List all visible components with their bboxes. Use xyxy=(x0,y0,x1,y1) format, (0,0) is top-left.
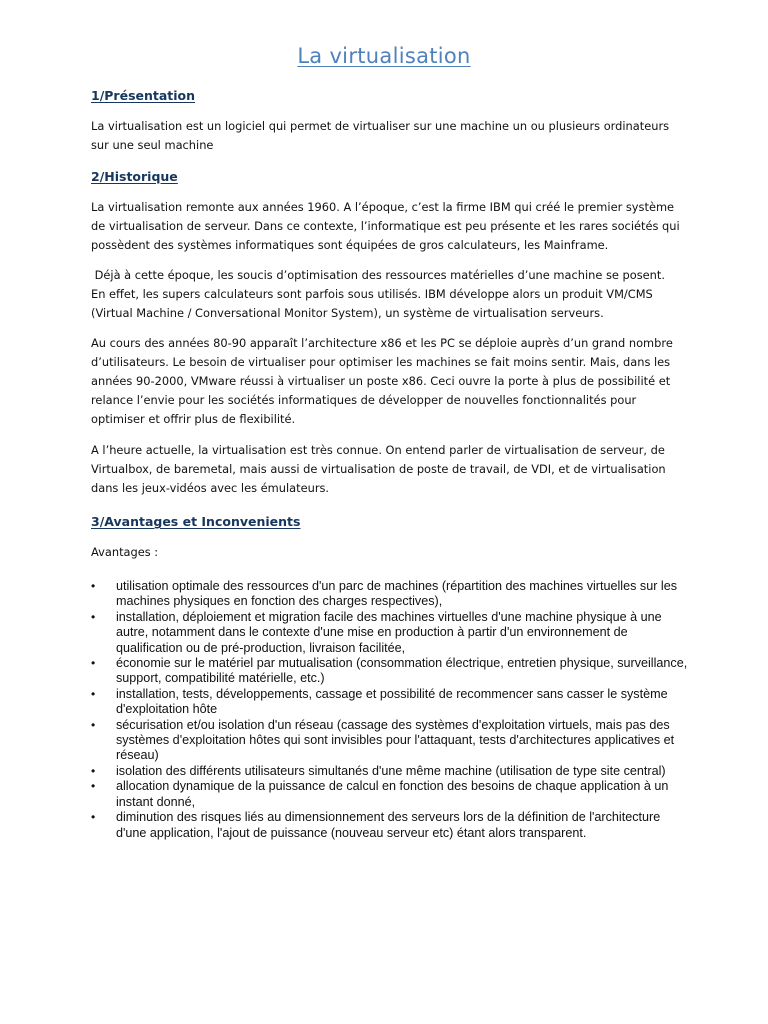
section-heading-historique: 2/Historique xyxy=(91,169,178,184)
bullet-icon: • xyxy=(91,717,96,732)
section-heading-avantages: 3/Avantages et Inconvenients xyxy=(91,514,301,529)
avantages-list xyxy=(91,579,691,841)
paragraph-historique-1: La virtualisation remonte aux années 1960. A l’époque, c’est la firme IBM qui créé le premier système de virtualisation de serveur. Dans ce contexte, l’informatique est peu présente et les rares sociétés qui possèdent des systèmes informatiques sont équipées de gros calculateurs, les Mainframe. xyxy=(91,200,680,252)
list-item-text: sécurisation et/ou isolation d'un réseau (cassage des systèmes d'exploitation virtuels, mais pas des systèmes d'exploitation hôtes qui sont invisibles pour l'attaquant, tests d'architectures applicatives et réseau) xyxy=(116,717,675,763)
bullet-icon: • xyxy=(91,609,96,624)
list-item xyxy=(91,810,691,841)
list-item xyxy=(91,687,691,718)
list-item-text: allocation dynamique de la puissance de calcul en fonction des besoins de chaque application à un instant donné, xyxy=(116,779,669,809)
section-heading-presentation: 1/Présentation xyxy=(91,88,196,103)
list-item-text: installation, tests, développements, cassage et possibilité de recommencer sans casser le système d'exploitation hôte xyxy=(116,686,668,717)
list-item-text: installation, déploiement et migration facile des machines virtuelles d'une machine physique à une autre, notamment dans le contexte d'une mise en production à partir d'un environnement de qualification ou de pré-production, livraison facilitée, xyxy=(116,609,662,655)
bullet-icon: • xyxy=(91,579,96,593)
paragraph-presentation: La virtualisation est un logiciel qui permet de virtualiser sur une machine un ou plusieurs ordinateurs sur une seul machine xyxy=(91,119,670,152)
avantages-subheading: Avantages : xyxy=(91,545,159,559)
list-item-text: économie sur le matériel par mutualisation (consommation électrique, entretien physique, surveillance, support, compatibilité matérielle, etc.) xyxy=(116,656,688,686)
list-item xyxy=(91,656,691,687)
list-item-text: utilisation optimale des ressources d'un parc de machines (répartition des machines virtuelles sur les machines physiques en fonction des charges respectives), xyxy=(116,579,677,609)
list-item-text: diminution des risques liés au dimensionnement des serveurs lors de la définition de l'architecture d'une application, l'ajout de puissance (nouveau serveur etc) étant alors transparent. xyxy=(116,810,661,840)
bullet-icon: • xyxy=(91,763,96,778)
bullet-icon: • xyxy=(91,810,96,825)
list-item xyxy=(91,610,691,656)
list-item xyxy=(91,779,691,810)
paragraph-historique-4: A l’heure actuelle, la virtualisation est très connue. On entend parler de virtualisation de serveur, de Virtualbox, de baremetal, mais aussi de virtualisation de poste de travail, de VDI, et de virtualisation dans les jeux-vidéos avec les émulateurs. xyxy=(91,443,666,495)
paragraph-historique-2: Déjà à cette époque, les soucis d’optimisation des ressources matérielles d’une machine se posent. En effet, les supers calculateurs sont parfois sous utilisés. IBM développe alors un produit VM/CMS (Virtual Machine / Conversational Monitor System), un système de virtualisation serveurs. xyxy=(91,268,669,320)
bullet-icon: • xyxy=(91,656,96,671)
list-item xyxy=(91,718,691,764)
bullet-icon: • xyxy=(91,779,96,794)
list-item xyxy=(91,764,691,779)
paragraph-historique-3: Au cours des années 80-90 apparaît l’architecture x86 et les PC se déploie auprès d’un grand nombre d’utilisateurs. Le besoin de virtualiser pour optimiser les machines se fait moins sentir. Mais, dans les années 90-2000, VMware réussi à virtualiser un poste x86. Ceci ouvre la porte à plus de possibilité et relance l’envie pour les sociétés informatiques de développer de nouvelles fonctionnalités pour optimiser et offrir plus de flexibilité. xyxy=(91,336,673,426)
list-item-text: isolation des différents utilisateurs simultanés d'une même machine (utilisation de type site central) xyxy=(116,763,666,778)
bullet-icon: • xyxy=(91,686,96,701)
document-title: La virtualisation xyxy=(297,44,471,68)
list-item xyxy=(91,579,691,610)
